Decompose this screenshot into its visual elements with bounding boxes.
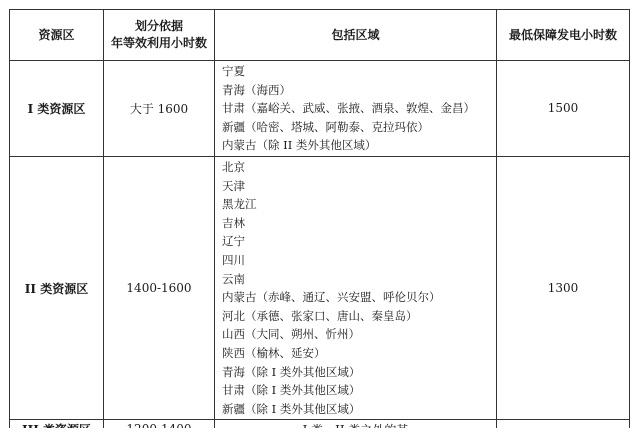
- region-item: 天津: [222, 178, 245, 193]
- region-item: 新疆（哈密、塔城、阿勒泰、克拉玛依）: [222, 119, 429, 134]
- region-item: 青海（海西）: [222, 82, 291, 97]
- region-item: 内蒙古（除 II 类外其他区域）: [222, 138, 377, 153]
- region-item: 山西（大同、朔州、忻州）: [222, 327, 360, 342]
- region-item: 甘肃（除 I 类外其他区域）: [222, 383, 361, 398]
- table-row: [10, 156, 630, 419]
- table-row: [10, 61, 630, 157]
- region-item: 青海（除 I 类外其他区域）: [222, 364, 361, 379]
- region-item: 黑龙江: [222, 197, 257, 212]
- region-item: 吉林: [222, 215, 245, 230]
- header-criterion-line1: 划分依据: [134, 19, 183, 33]
- header-criterion: [104, 10, 215, 61]
- header-min-hours: 最低保障发电小时数: [497, 10, 630, 61]
- header-zone: 资源区: [10, 10, 104, 61]
- region-item: 新疆（除 I 类外其他区域）: [222, 401, 361, 416]
- region-item: 宁夏: [222, 64, 245, 78]
- region-item: 辽宁: [222, 234, 245, 249]
- region-item: 北京: [222, 159, 245, 174]
- header-regions: 包括区域: [215, 10, 497, 61]
- region-item: 四川: [222, 252, 245, 267]
- region-item: 内蒙古（赤峰、通辽、兴安盟、呼伦贝尔）: [222, 290, 441, 305]
- region-item: 甘肃（嘉峪关、武威、张掖、酒泉、敦煌、金昌）: [222, 101, 475, 116]
- regions-cell: [215, 156, 497, 419]
- criterion-cell: 大于 1600: [104, 61, 215, 157]
- min-hours-cell: 1300: [497, 156, 630, 419]
- region-item: 云南: [222, 271, 245, 286]
- solar-resource-table: [9, 9, 630, 439]
- region-item: 河北（承德、张家口、唐山、秦皇岛）: [222, 308, 418, 323]
- solar-resource-table-container: [9, 9, 629, 429]
- header-criterion-line2: 年等效利用小时数: [110, 36, 207, 50]
- min-hours-cell: 1500: [497, 61, 630, 157]
- criterion-cell: 1400-1600: [104, 156, 215, 419]
- page-cutoff: [0, 428, 640, 446]
- zone-cell: II 类资源区: [10, 156, 104, 419]
- region-item: 陕西（榆林、延安）: [222, 345, 326, 360]
- regions-cell: [215, 61, 497, 157]
- table-header-row: [10, 10, 630, 61]
- zone-cell: I 类资源区: [10, 61, 104, 157]
